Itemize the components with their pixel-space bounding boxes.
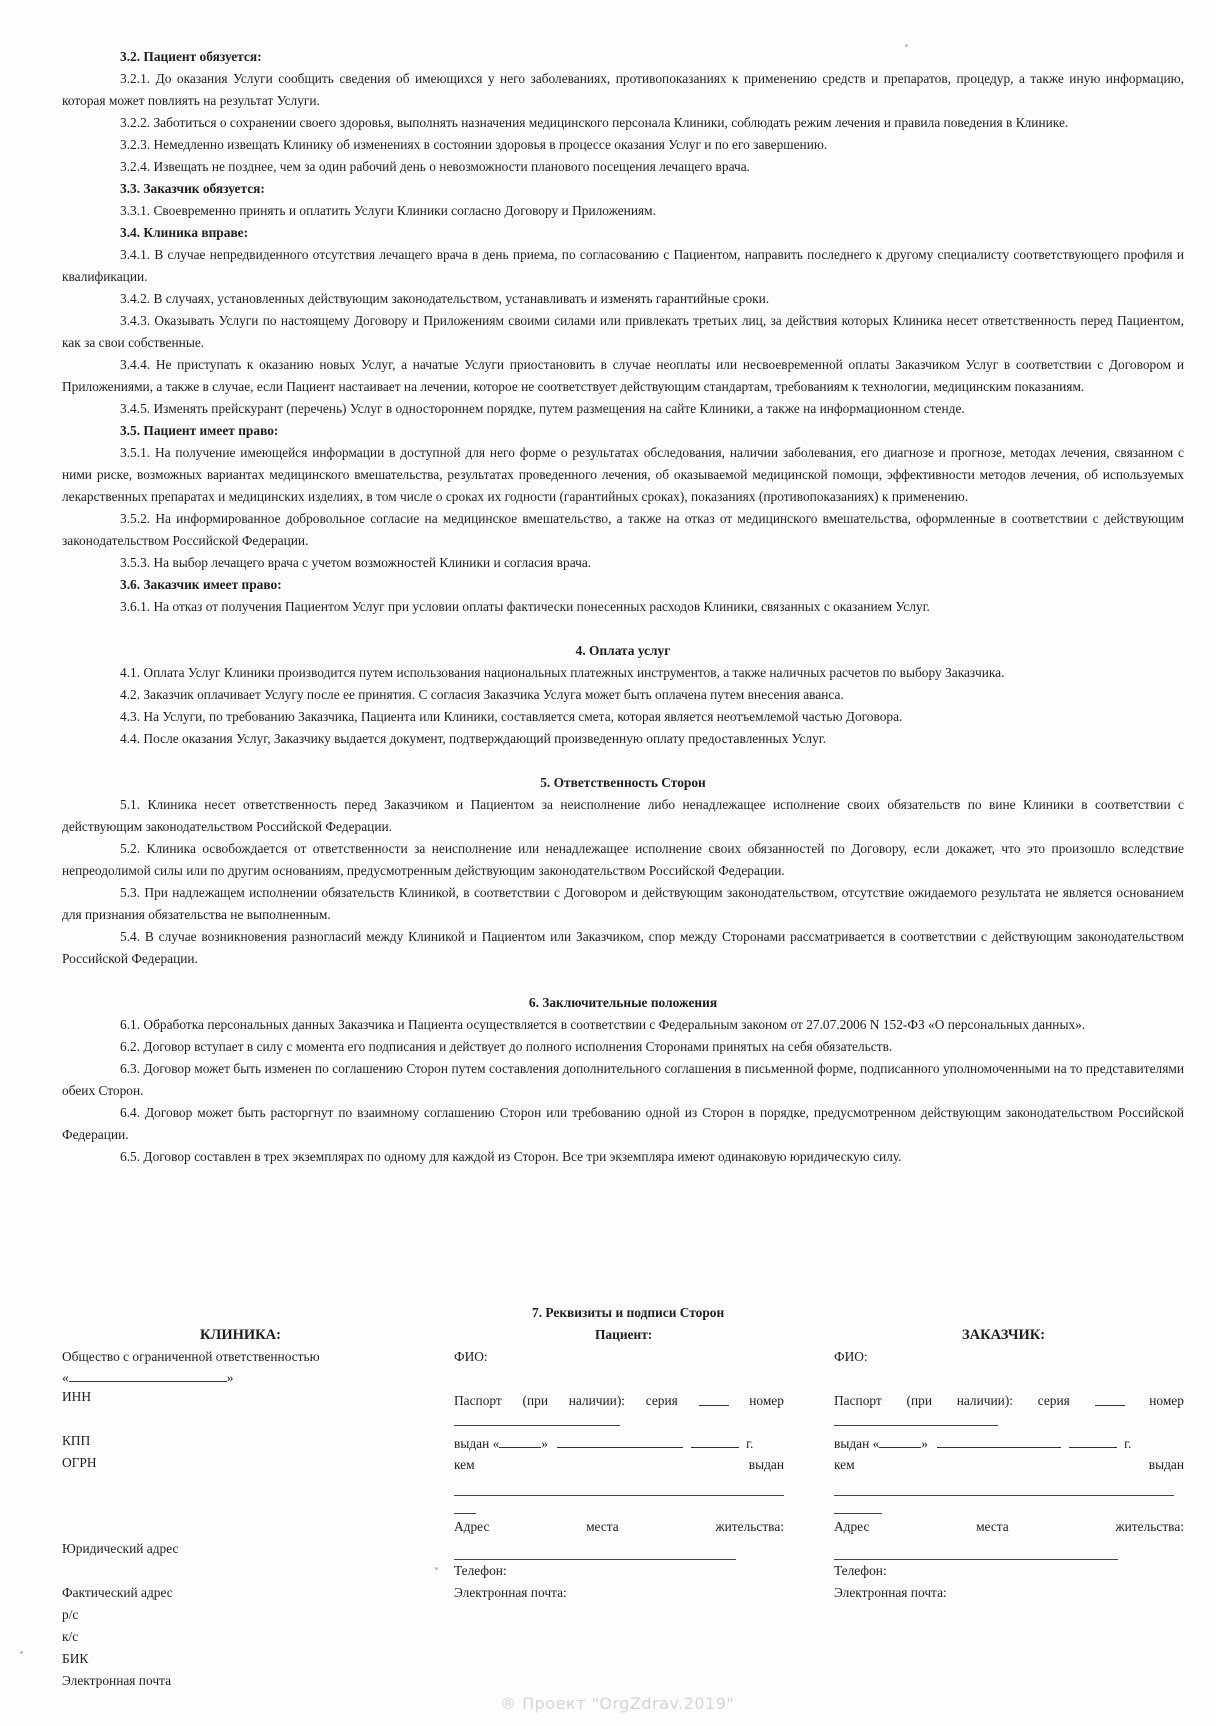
clause-3-5-1: 3.5.1. На получение имеющейся информации в доступной для него форме о результатах обследования, наличии заболевания, его диагнозе и прогнозе, методах лечения, связанном с ними риске, возможных вариантах медицинского вмешательства, результатах проведенного лечения, об оказываемой медицинской помощи, эффективности методов лечения, об используемых лекарственных препаратах и медицинских изделиях, в том числе о сроках их годности (гарантийных сроках), показаниях (противопоказаниях) к применению. bbox=[62, 445, 1184, 504]
quote-close: » bbox=[921, 1436, 928, 1451]
heading-3-5: 3.5. Пациент имеет право: bbox=[120, 423, 279, 438]
clinic-org-form: Общество с ограниченной ответственностью bbox=[62, 1349, 320, 1364]
word: Паспорт bbox=[834, 1393, 882, 1408]
scan-speck bbox=[905, 44, 908, 47]
clause-3-2-2: 3.2.2. Заботиться о сохранении своего здоровья, выполнять назначения медицинского персонала Клиники, соблюдать режим лечения и правила поведения в Клинике. bbox=[120, 115, 1069, 130]
clause-3-4-5: 3.4.5. Изменять прейскурант (перечень) Услуг в одностороннем порядке, путем размещения на сайте Клиники, а также на информационном стенде. bbox=[120, 401, 965, 416]
heading-3-6: 3.6. Заказчик имеет право: bbox=[120, 577, 282, 592]
quote-close: » bbox=[226, 1370, 234, 1385]
patient-issued-row bbox=[454, 1435, 753, 1452]
word: Адрес bbox=[454, 1519, 490, 1534]
customer-issued-by-field[interactable] bbox=[834, 1495, 1174, 1496]
year-suffix: г. bbox=[746, 1436, 754, 1451]
heading-3-4: 3.4. Клиника вправе: bbox=[120, 225, 249, 240]
clinic-actual-address-label: Фактический адрес bbox=[62, 1585, 173, 1600]
customer-passport-number-field[interactable] bbox=[834, 1425, 998, 1426]
word: места bbox=[976, 1519, 1009, 1534]
patient-phone-label: Телефон: bbox=[454, 1563, 507, 1578]
clause-4-3: 4.3. На Услуги, по требованию Заказчика, Пациента или Клиники, составляется смета, которая является неотъемлемой частью Договора. bbox=[120, 709, 903, 724]
clause-3-4-3: 3.4.3. Оказывать Услуги по настоящему Договору и Приложениям своими силами или привлекать третьих лиц, за действия которых Клиника несет ответственность перед Пациентом, как за свои собственные. bbox=[62, 313, 1184, 350]
section-6-title: 6. Заключительные положения bbox=[528, 995, 718, 1010]
clinic-heading: КЛИНИКА: bbox=[200, 1327, 281, 1343]
patient-heading: Пациент: bbox=[595, 1327, 653, 1342]
clause-3-2-3: 3.2.3. Немедленно извещать Клинику об изменениях в состоянии здоровья в процессе оказания Услуг и по его завершению. bbox=[120, 137, 828, 152]
clinic-ogrn-label: ОГРН bbox=[62, 1455, 97, 1470]
clause-3-4-2: 3.4.2. В случаях, установленных действующим законодательством, устанавливать и изменять гарантийные сроки. bbox=[120, 291, 770, 306]
clause-3-2-4: 3.2.4. Извещать не позднее, чем за один рабочий день о невозможности планового посещения лечащего врача. bbox=[120, 159, 751, 174]
clause-6-1: 6.1. Обработка персональных данных Заказчика и Пациента осуществляется в соответствии с Федеральным законом от 27.07.2006 N 152-ФЗ «О персональных данных». bbox=[120, 1017, 1086, 1032]
year-suffix: г. bbox=[1124, 1436, 1132, 1451]
clinic-org-name-field[interactable] bbox=[62, 1369, 233, 1386]
clause-3-6-1: 3.6.1. На отказ от получения Пациентом Услуг при условии оплаты фактически понесенных расходов Клиники, связанных с оказанием Услуг. bbox=[120, 599, 930, 614]
patient-email-label: Электронная почта: bbox=[454, 1585, 567, 1600]
clause-4-4: 4.4. После оказания Услуг, Заказчику выдается документ, подтверждающий произведенную оплату предоставленных Услуг. bbox=[120, 731, 827, 746]
customer-issued-day-field[interactable] bbox=[879, 1435, 921, 1448]
word: наличии): bbox=[956, 1393, 1014, 1408]
clause-3-5-3: 3.5.3. На выбор лечащего врача с учетом возможностей Клиники и согласия врача. bbox=[120, 555, 592, 570]
watermark: ® Проект "OrgZdrav.2019" bbox=[500, 1694, 735, 1713]
patient-issued-by-row bbox=[454, 1457, 784, 1473]
clause-5-4: 5.4. В случае возникновения разногласий между Клиникой и Пациентом или Заказчиком, спор между Сторонами рассматривается в соответствии с действующим законодательством Российской Федерации. bbox=[62, 929, 1184, 966]
word: жительства: bbox=[1115, 1519, 1184, 1534]
clinic-ks-label: к/с bbox=[62, 1629, 79, 1644]
word: выдан bbox=[748, 1457, 784, 1472]
customer-issued-row bbox=[834, 1435, 1131, 1452]
section-4-title: 4. Оплата услуг bbox=[575, 643, 671, 658]
scan-speck bbox=[435, 1567, 438, 1570]
patient-issued-by-field[interactable] bbox=[454, 1495, 784, 1496]
clause-3-2-1: 3.2.1. До оказания Услуги сообщить сведения об имеющихся у него заболеваниях, противопоказаниях к применению средств и препаратов, процедур, а также иную информацию, которая может повлиять на результат Услуги. bbox=[62, 71, 1184, 108]
word: (при bbox=[522, 1393, 548, 1408]
word: (при bbox=[906, 1393, 932, 1408]
word: жительства: bbox=[715, 1519, 784, 1534]
clinic-legal-address-label: Юридический адрес bbox=[62, 1541, 179, 1556]
word: номер bbox=[749, 1393, 784, 1408]
customer-address-row bbox=[834, 1519, 1184, 1535]
quote-close: » bbox=[541, 1436, 548, 1451]
word: кем bbox=[834, 1457, 855, 1472]
section-7-title: 7. Реквизиты и подписи Сторон bbox=[532, 1305, 725, 1320]
customer-issued-by-row bbox=[834, 1457, 1184, 1473]
patient-issued-day-field[interactable] bbox=[499, 1435, 541, 1448]
word: серия bbox=[645, 1393, 678, 1408]
word: кем bbox=[454, 1457, 475, 1472]
patient-passport-number-field[interactable] bbox=[454, 1425, 620, 1426]
clause-5-3: 5.3. При надлежащем исполнении обязательств Клиникой, в соответствии с Договором и действующим законодательством, отсутствие ожидаемого результата не является основанием для признания обязательства не выполненным. bbox=[62, 885, 1184, 922]
patient-address-field[interactable] bbox=[454, 1559, 736, 1560]
contract-page bbox=[62, 46, 1184, 1168]
patient-address-row bbox=[454, 1519, 784, 1535]
issued-label: выдан « bbox=[454, 1436, 500, 1451]
clause-6-3: 6.3. Договор может быть изменен по соглашению Сторон путем составления дополнительного соглашения в письменной форме, подписанного уполномоченными на то представителями обеих Сторон. bbox=[62, 1061, 1184, 1098]
clause-3-4-4: 3.4.4. Не приступать к оказанию новых Услуг, а начатые Услуги приостановить в случае неоплаты или несвоевременной оплаты Заказчиком Услуг в соответствии с Договором и Приложениями, а также в случае, если Пациент настаивает на лечении, которое не соответствует действующим стандартам, требованиям к технологии, медицинским показаниям. bbox=[62, 357, 1184, 394]
customer-passport-series-field[interactable] bbox=[1095, 1393, 1125, 1406]
word: Паспорт bbox=[454, 1393, 502, 1408]
clause-3-5-2: 3.5.2. На информированное добровольное согласие на медицинское вмешательство, а также на отказ от медицинского вмешательства, оформленные в соответствии с действующим законодательством Российской Федерации. bbox=[62, 511, 1184, 548]
quote-open: « bbox=[62, 1370, 69, 1385]
heading-3-3: 3.3. Заказчик обязуется: bbox=[120, 181, 265, 196]
customer-issued-year-field[interactable] bbox=[1069, 1435, 1117, 1448]
clause-6-5: 6.5. Договор составлен в трех экземплярах по одному для каждой из Сторон. Все три экземпляра имеют одинаковую юридическую силу. bbox=[120, 1149, 902, 1164]
clause-4-2: 4.2. Заказчик оплачивает Услугу после ее принятия. С согласия Заказчика Услуга может быть оплачена путем внесения аванса. bbox=[120, 687, 844, 702]
clinic-email-label: Электронная почта bbox=[62, 1673, 172, 1688]
patient-issued-year-field[interactable] bbox=[691, 1435, 739, 1448]
word: номер bbox=[1149, 1393, 1184, 1408]
word: серия bbox=[1037, 1393, 1070, 1408]
clause-3-4-1: 3.4.1. В случае непредвиденного отсутствия лечащего врача в день приема, по согласованию с Пациентом, направить последнего к другому специалисту соответствующего профиля и квалификации. bbox=[62, 247, 1184, 284]
customer-heading: ЗАКАЗЧИК: bbox=[962, 1327, 1046, 1343]
clinic-kpp-label: КПП bbox=[62, 1433, 91, 1448]
customer-passport-row bbox=[834, 1393, 1184, 1409]
scan-speck bbox=[20, 1651, 23, 1654]
customer-email-label: Электронная почта: bbox=[834, 1585, 947, 1600]
patient-passport-row bbox=[454, 1393, 784, 1409]
line-continuation bbox=[834, 1513, 882, 1514]
clause-4-1: 4.1. Оплата Услуг Клиники производится путем использования национальных платежных инструментов, а также наличных расчетов по выбору Заказчика. bbox=[120, 665, 1005, 680]
customer-fio-label: ФИО: bbox=[834, 1349, 868, 1364]
clause-6-4: 6.4. Договор может быть расторгнут по взаимному соглашению Сторон или требованию одной из Сторон в порядке, предусмотренном действующим законодательством Российской Федерации. bbox=[62, 1105, 1184, 1142]
section-5-title: 5. Ответственность Сторон bbox=[540, 775, 706, 790]
requisites-block bbox=[62, 1305, 1184, 1688]
clause-5-2: 5.2. Клиника освобождается от ответственности за неисполнение или ненадлежащее исполнение своих обязанностей по Договору, если докажет, что это произошло вследствие непреодолимой силы или по другим основаниям, предусмотренным действующим законодательством Российской Федерации. bbox=[62, 841, 1184, 878]
patient-issued-month-field[interactable] bbox=[557, 1435, 683, 1448]
issued-label: выдан « bbox=[834, 1436, 880, 1451]
clause-5-1: 5.1. Клиника несет ответственность перед Заказчиком и Пациентом за неисполнение либо ненадлежащее исполнение своих обязательств по вине Клиники в соответствии с действующим законодательством Российской Федерации. bbox=[62, 797, 1184, 834]
line-continuation bbox=[454, 1513, 476, 1514]
patient-fio-label: ФИО: bbox=[454, 1349, 488, 1364]
clinic-rs-label: р/с bbox=[62, 1607, 79, 1622]
word: наличии): bbox=[568, 1393, 626, 1408]
heading-3-2: 3.2. Пациент обязуется: bbox=[120, 49, 262, 64]
clause-6-2: 6.2. Договор вступает в силу с момента его подписания и действует до полного исполнения Сторонами принятых на себя обязательств. bbox=[120, 1039, 893, 1054]
word: места bbox=[586, 1519, 619, 1534]
customer-phone-label: Телефон: bbox=[834, 1563, 887, 1578]
clinic-bik-label: БИК bbox=[62, 1651, 89, 1666]
clause-3-3-1: 3.3.1. Своевременно принять и оплатить Услуги Клиники согласно Договору и Приложениям. bbox=[120, 203, 656, 218]
customer-issued-month-field[interactable] bbox=[937, 1435, 1061, 1448]
word: выдан bbox=[1148, 1457, 1184, 1472]
clinic-inn-label: ИНН bbox=[62, 1389, 92, 1404]
patient-passport-series-field[interactable] bbox=[699, 1393, 729, 1406]
customer-address-field[interactable] bbox=[834, 1559, 1118, 1560]
word: Адрес bbox=[834, 1519, 870, 1534]
